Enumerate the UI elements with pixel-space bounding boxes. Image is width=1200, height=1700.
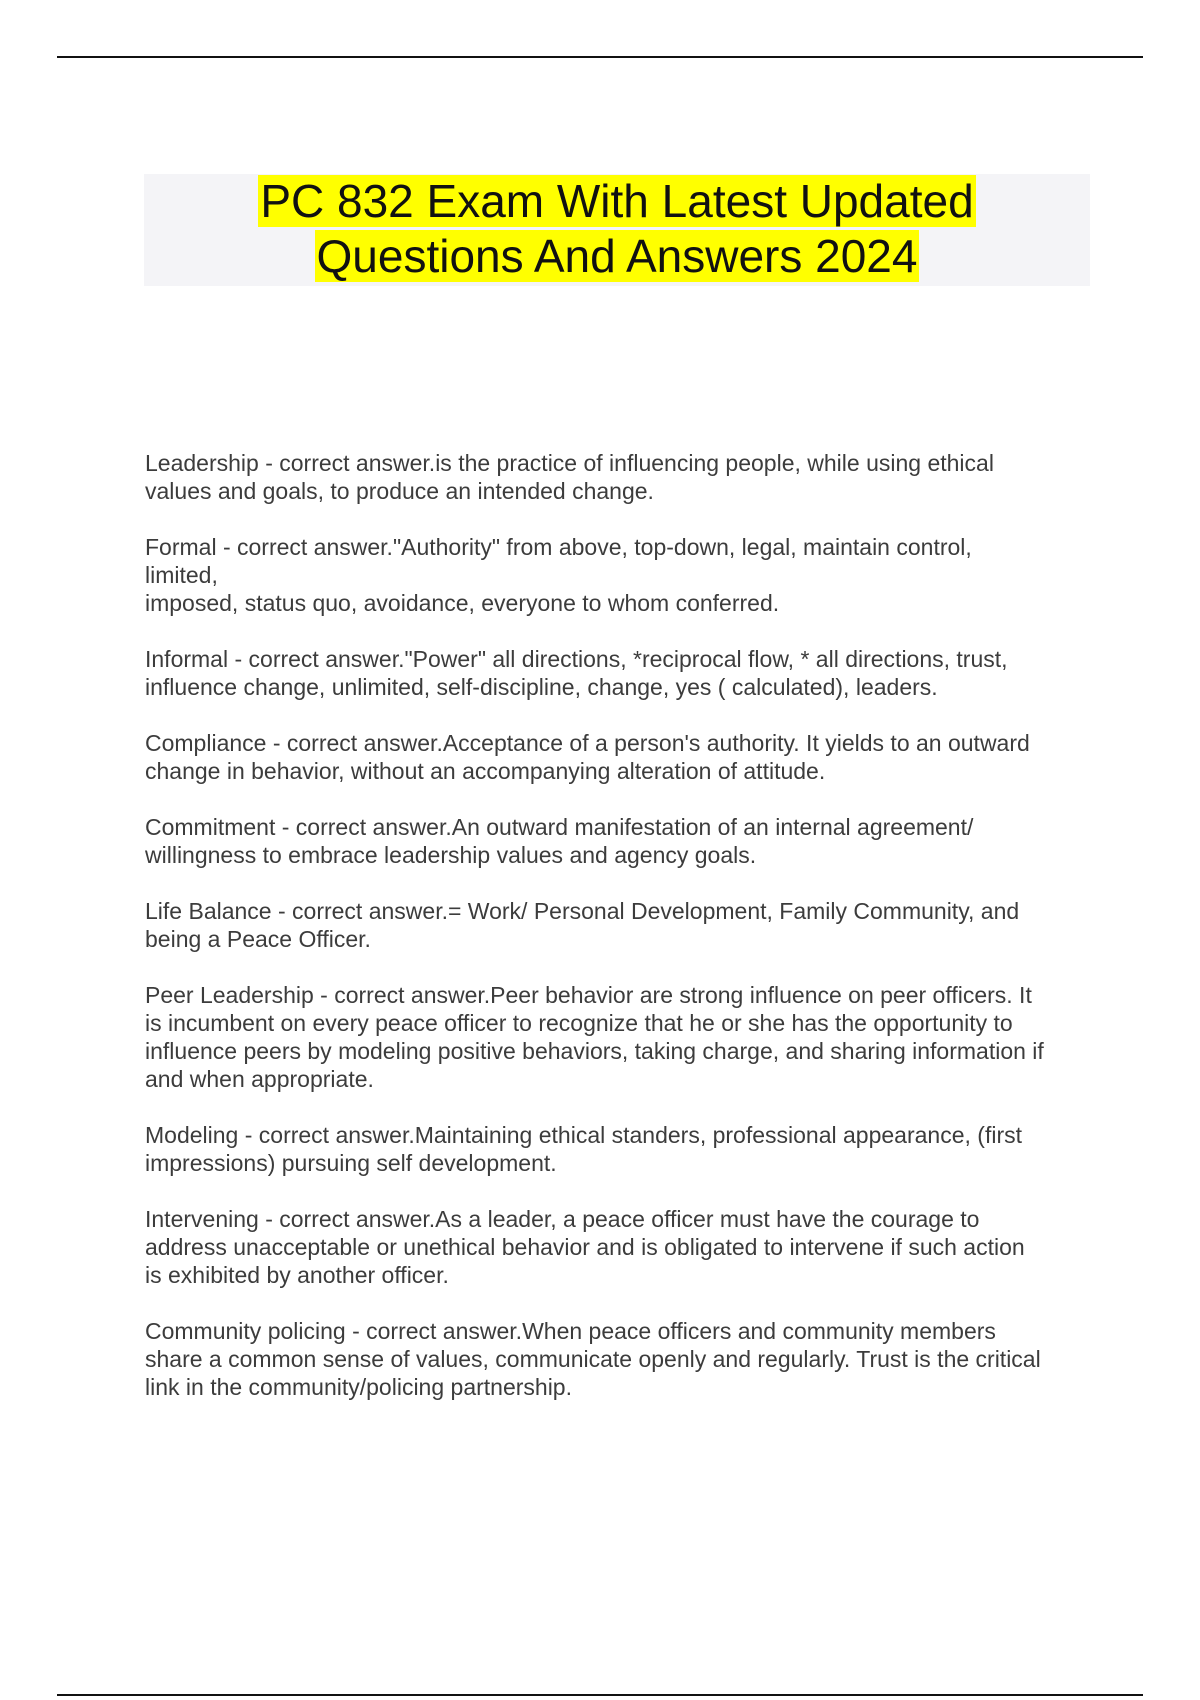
qa-entry-peer-leadership: Peer Leadership - correct answer.Peer behavior are strong influence on peer officers. It is incumbent on every peace officer to recognize that he or she has the opportunity to influence peers by modeling positive behaviors, taking charge, and sharing information if and when appropriate.: [145, 982, 1044, 1092]
title-banner: [144, 174, 1090, 286]
qa-entry-informal: Informal - correct answer."Power" all directions, *reciprocal flow, * all directions, trust, influence change, unlimited, self-discipline, change, yes ( calculated), leaders.: [145, 646, 1008, 700]
qa-entry-commitment: Commitment - correct answer.An outward manifestation of an internal agreement/ willingness to embrace leadership values and agency goals.: [145, 814, 974, 868]
qa-entry-life-balance: Life Balance - correct answer.= Work/ Personal Development, Family Community, and being a Peace Officer.: [145, 898, 1020, 952]
bottom-rule: [57, 1694, 1143, 1696]
qa-entry-compliance: Compliance - correct answer.Acceptance of a person's authority. It yields to an outward change in behavior, without an accompanying alteration of attitude.: [145, 730, 1030, 784]
qa-list: [145, 449, 1095, 1401]
qa-entry-leadership: Leadership - correct answer.is the practice of influencing people, while using ethical values and goals, to produce an intended change.: [145, 450, 994, 504]
top-rule: [57, 56, 1143, 58]
title-line-2: [144, 229, 1090, 284]
qa-entry-community-policing: Community policing - correct answer.When peace officers and community members share a common sense of values, communicate openly and regularly. Trust is the critical link in the community/policing partnership.: [145, 1318, 1041, 1400]
qa-entry-modeling: Modeling - correct answer.Maintaining ethical standers, professional appearance, (first impressions) pursuing self development.: [145, 1122, 1022, 1176]
title-line-2-text: Questions And Answers 2024: [316, 230, 918, 282]
qa-entry-formal: Formal - correct answer."Authority" from above, top-down, legal, maintain control, limited, imposed, status quo, avoidance, everyone to whom conferred.: [145, 534, 972, 616]
title-line-1: [144, 174, 1090, 229]
qa-entry-intervening: Intervening - correct answer.As a leader, a peace officer must have the courage to address unacceptable or unethical behavior and is obligated to intervene if such action is exhibited by another officer.: [145, 1206, 1025, 1288]
title-line-1-text: PC 832 Exam With Latest Updated: [260, 175, 974, 227]
